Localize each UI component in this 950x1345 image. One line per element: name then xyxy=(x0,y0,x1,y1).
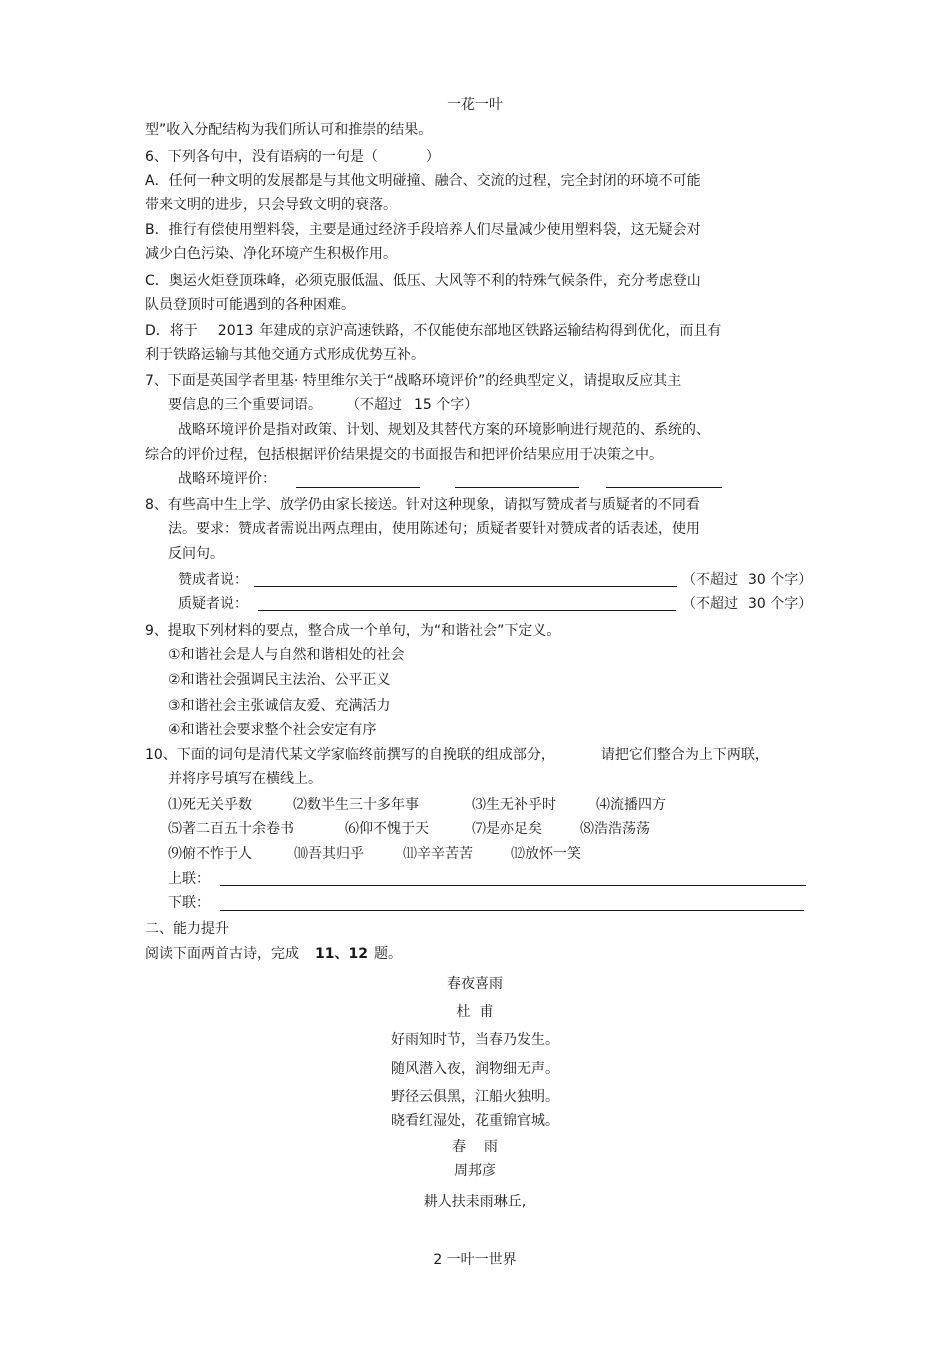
poem2-line-1: 耕人扶耒雨琳丘, xyxy=(423,1194,527,1210)
q10-part-2: ⑵数半生三十多年事 xyxy=(293,797,419,813)
q8-stem-line1: 8、有些高中生上学、放学仍由家长接送。针对这种现象，请拟写赞成者与质疑者的不同看 xyxy=(145,497,700,513)
q7-stem-line2: 要信息的三个重要词语。 （不超过 15 个字） xyxy=(168,397,479,413)
q8-pro-blank[interactable] xyxy=(254,586,677,587)
intro-tail-text: 型”收入分配结构为我们所认可和推崇的结果。 xyxy=(145,122,433,138)
q10-upper-label: 上联： xyxy=(168,871,210,887)
q10-part-1: ⑴死无关乎数 xyxy=(168,797,252,813)
q10-part-3: ⑶生无补乎时 xyxy=(472,797,556,813)
poem1-line-1: 好雨知时节，当春乃发生。 xyxy=(391,1032,559,1048)
q9-item-1: ①和谐社会是人与自然和谐相处的社会 xyxy=(168,647,405,663)
q8-stem-line2: 法。要求：赞成者需说出两点理由，使用陈述句；质疑者要针对赞成者的话表述，使用 xyxy=(168,521,700,537)
q7-answer-blank-3[interactable] xyxy=(606,487,722,488)
q6-stem: 6、下列各句中，没有语病的一句是（ ） xyxy=(145,149,440,165)
q7-answer-blank-1[interactable] xyxy=(296,487,420,488)
q7-answer-blank-2[interactable] xyxy=(455,487,579,488)
q6-option-b-line1: B．推行有偿使用塑料袋，主要是通过经济手段培养人们尽量减少使用塑料袋，这无疑会对 xyxy=(145,222,701,238)
q6-option-a-line2: 带来文明的进步，只会导致文明的衰落。 xyxy=(145,197,397,213)
q8-con-label: 质疑者说： xyxy=(178,596,248,612)
poem1-line-4: 晓看红湿处，花重锦官城。 xyxy=(391,1113,559,1129)
q10-lower-label: 下联： xyxy=(168,895,210,911)
q9-stem: 9、提取下列材料的要点，整合成一个单句，为“和谐社会”下定义。 xyxy=(145,623,561,639)
q10-part-11: ⑾辛辛苦苦 xyxy=(403,846,473,862)
q10-stem-line2: 并将序号填写在横线上。 xyxy=(168,771,322,787)
q10-part-5: ⑸著二百五十余卷书 xyxy=(168,821,294,837)
q10-part-7: ⑺是亦足矣 xyxy=(472,821,542,837)
q10-part-6: ⑹仰不愧于天 xyxy=(345,821,429,837)
q6-option-b-line2: 减少白色污染、净化环境产生积极作用。 xyxy=(145,246,397,262)
q8-con-blank[interactable] xyxy=(258,610,676,611)
section2-title: 二、能力提升 xyxy=(145,921,229,937)
q10-part-4: ⑷流播四方 xyxy=(596,797,666,813)
q7-passage-line2: 综合的评价过程，包括根据评价结果提交的书面报告和把评价结果应用于决策之中。 xyxy=(145,447,663,463)
q7-answer-label: 战略环境评价： xyxy=(178,471,276,487)
poem2-author: 周邦彦 xyxy=(454,1163,496,1179)
q9-item-4: ④和谐社会要求整个社会安定有序 xyxy=(168,722,377,738)
q8-con-limit: （不超过 30 个字） xyxy=(682,596,813,612)
q6-option-c-line1: C．奥运火炬登顶珠峰，必须克服低温、低压、大风等不利的特殊气候条件，充分考虑登山 xyxy=(145,273,701,289)
page-header: 一花一叶 xyxy=(447,97,503,113)
q8-stem-line3: 反问句。 xyxy=(168,546,224,562)
q10-part-12: ⑿放怀一笑 xyxy=(511,846,581,862)
q6-option-a-line1: A．任何一种文明的发展都是与其他文明碰撞、融合、交流的过程，完全封闭的环境不可能 xyxy=(145,173,701,189)
q8-pro-label: 赞成者说： xyxy=(178,572,248,588)
q10-upper-blank[interactable] xyxy=(220,885,806,886)
q7-stem-line1: 7、下面是英国学者里基· 特里维尔关于“战略环境评价”的经典型定义，请提取反应其主 xyxy=(145,373,682,389)
q10-lower-blank[interactable] xyxy=(220,910,804,911)
q9-item-3: ③和谐社会主张诚信友爱、充满活力 xyxy=(168,698,391,714)
poem1-author: 杜 甫 xyxy=(456,1004,494,1020)
q10-part-8: ⑻浩浩荡荡 xyxy=(580,821,650,837)
q10-part-10: ⑽吾其归乎 xyxy=(294,846,364,862)
poem1-line-2: 随风潜入夜，润物细无声。 xyxy=(391,1061,559,1077)
q10-stem-line1: 10、下面的词句是清代某文学家临终前撰写的自挽联的组成部分， 请把它们整合为上下两联， xyxy=(145,747,769,763)
q6-option-d-line2: 利于铁路运输与其他交通方式形成优势互补。 xyxy=(145,347,425,363)
q7-passage-line1: 战略环境评价是指对政策、计划、规划及其替代方案的环境影响进行规范的、系统的、 xyxy=(178,422,710,438)
poem1-line-3: 野径云俱黑，江船火独明。 xyxy=(391,1089,559,1105)
q8-pro-limit: （不超过 30 个字） xyxy=(682,572,813,588)
section2-intro: 阅读下面两首古诗，完成 11、12 题。 xyxy=(145,946,402,962)
q10-part-9: ⑼俯不怍于人 xyxy=(168,846,252,862)
poem2-title: 春 雨 xyxy=(452,1139,498,1155)
q6-option-d-line1: D．将于 2013 年建成的京沪高速铁路，不仅能使东部地区铁路运输结构得到优化，而且有 xyxy=(145,323,722,339)
q6-option-c-line2: 队员登顶时可能遇到的各种困难。 xyxy=(145,297,355,313)
page-footer: 2 一叶一世界 xyxy=(433,1252,517,1268)
poem1-title: 春夜喜雨 xyxy=(447,976,503,992)
q9-item-2: ②和谐社会强调民主法治、公平正义 xyxy=(168,672,391,688)
